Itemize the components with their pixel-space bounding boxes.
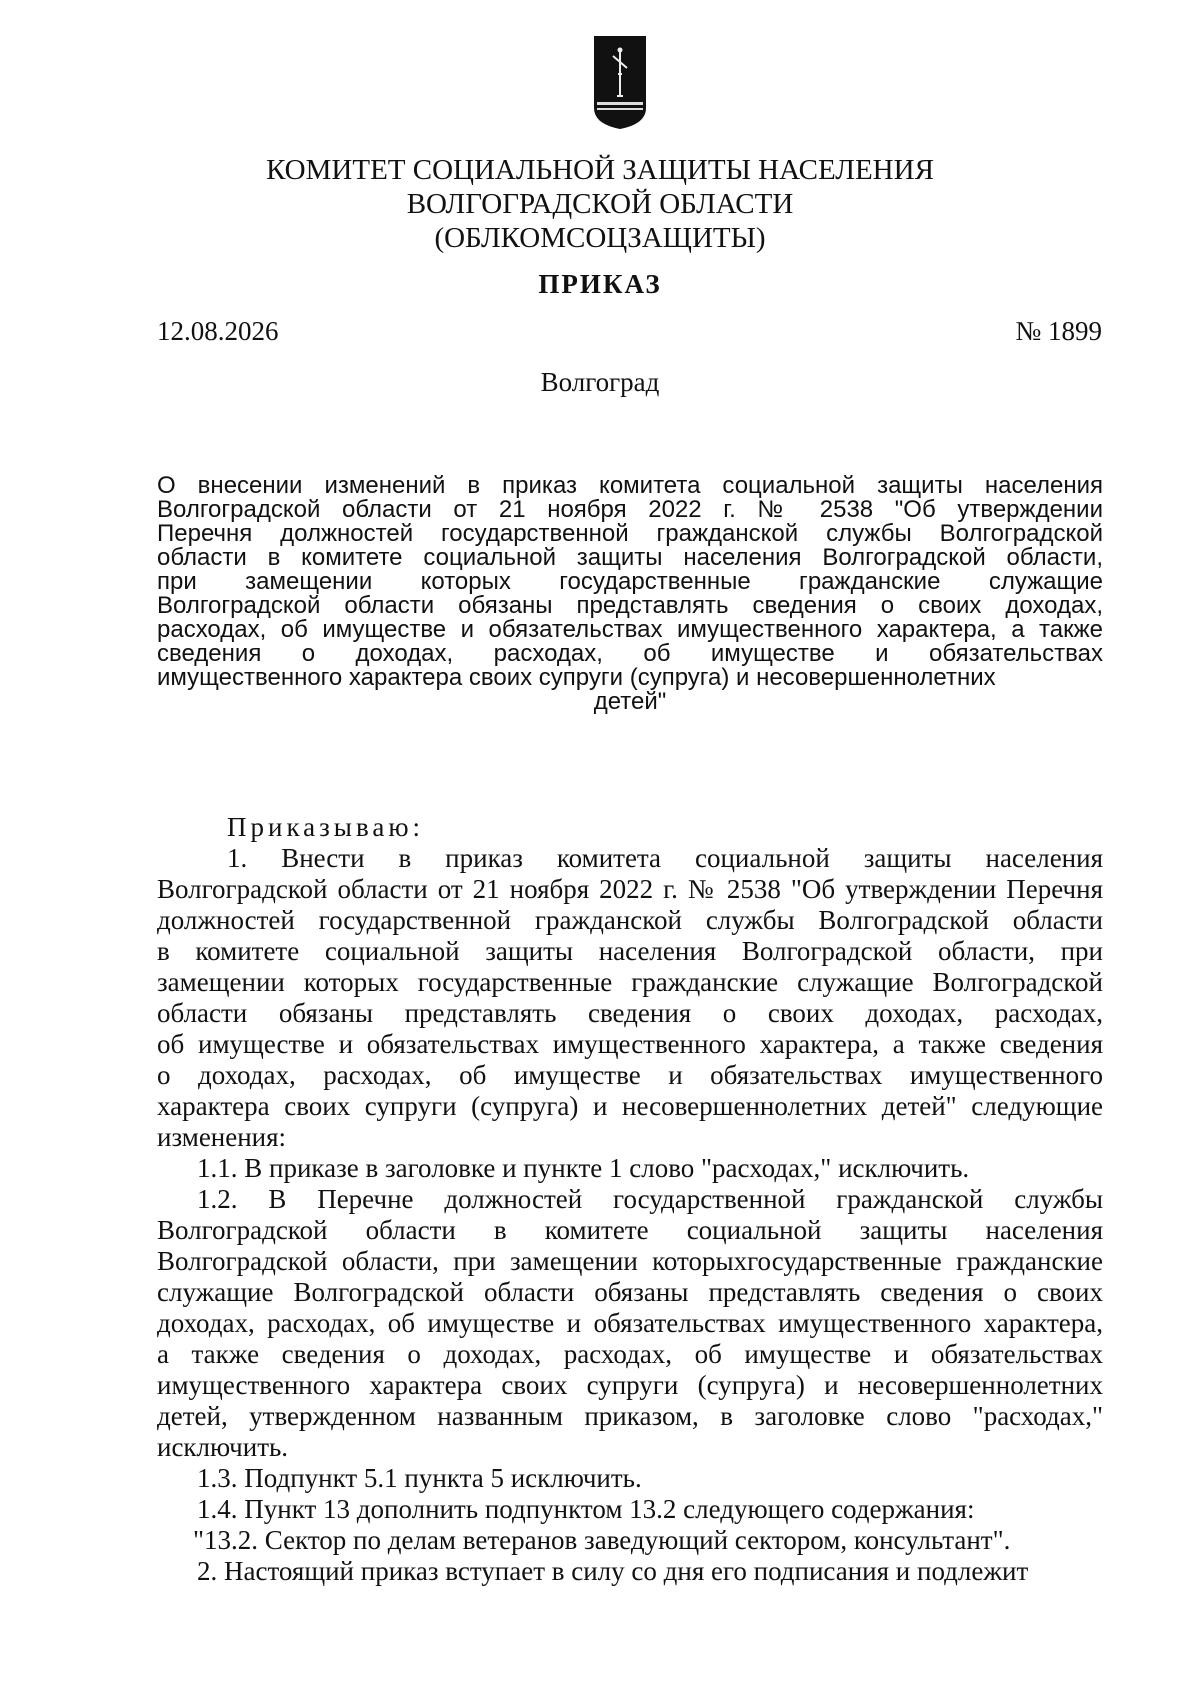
body-line: характера своих супруги (супруга) и несовершеннолетних детей" следующие [157,1091,1103,1121]
body-line: 1.1. В приказе в заголовке и пункте 1 слово "расходах," исключить. [197,1153,970,1183]
coat-of-arms-icon [593,34,647,130]
document-subject [157,474,1103,714]
body-line: имущественного характера своих супруги (супруга) и несовершеннолетних [157,1370,1103,1400]
body-line: о доходах, расходах, об имуществе и обязательствах имущественного [157,1060,1103,1090]
order-word: Приказываю: [227,812,424,842]
org-name-line-2: ВОЛГОГРАДСКОЙ ОБЛАСТИ [406,188,794,220]
body-line: Волгоградской области, при замещении которыхгосударственные гражданские [157,1246,1103,1276]
body-line: 1.3. Подпункт 5.1 пункта 5 исключить. [197,1463,642,1493]
body-line: замещении которых государственные гражданские служащие Волгоградской [157,967,1103,997]
subject-line: Перечня должностей государственной гражданской службы Волгоградской [157,520,1103,547]
subject-line: области в комитете социальной защиты населения Волгоградской области, [157,544,1103,571]
subject-line: имущественного характера своих супруги (супруга) и несовершеннолетних [157,664,996,691]
document-date: 12.08.2026 [157,316,279,346]
body-line: 1.2. В Перечне должностей государственной гражданской службы [197,1184,1103,1214]
body-line: должностей государственной гражданской службы Волгоградской области [157,905,1103,935]
body-line: а также сведения о доходах, расходах, об имуществе и обязательствах [157,1339,1103,1369]
body-line: служащие Волгоградской области обязаны представлять сведения о своих [157,1277,1103,1307]
body-line: области обязаны представлять сведения о своих доходах, расходах, [157,998,1103,1028]
document-type: ПРИКАЗ [538,269,662,299]
document-city: Волгоград [540,367,660,397]
body-line: детей, утвержденном названным приказом, в заголовке слово "расходах," [157,1401,1103,1431]
body-line: 2. Настоящий приказ вступает в силу со дня его подписания и подлежит [197,1556,1029,1586]
body-line: 1.4. Пункт 13 дополнить подпунктом 13.2 следующего содержания: [197,1494,975,1524]
body-line: "13.2. Сектор по делам ветеранов заведующий сектором, консультант". [193,1525,1011,1555]
body-line: об имуществе и обязательствах имущественного характера, а также сведения [157,1029,1103,1059]
subject-line: детей" [593,688,667,715]
body-line: 1. Внести в приказ комитета социальной защиты населения [227,843,1103,873]
body-line: исключить. [157,1432,289,1462]
body-line: Волгоградской области от 21 ноября 2022 г. № 2538 "Об утверждении Перечня [157,874,1103,904]
body-line: изменения: [157,1122,287,1152]
subject-line: Волгоградской области обязаны представлять сведения о своих доходах, [157,592,1103,619]
subject-line: при замещении которых государственные гражданские служащие [157,568,1103,595]
org-name-line-1: КОМИТЕТ СОЦИАЛЬНОЙ ЗАЩИТЫ НАСЕЛЕНИЯ [266,154,934,186]
subject-line: Волгоградской области от 21 ноября 2022 г. № 2538 "Об утверждении [157,496,1103,523]
subject-line: расходах, об имуществе и обязательствах имущественного характера, а также [157,616,1103,643]
body-line: доходах, расходах, об имуществе и обязательствах имущественного характера, [157,1308,1103,1338]
org-name-line-3: (ОБЛКОМСОЦЗАЩИТЫ) [434,222,766,254]
subject-line: О внесении изменений в приказ комитета социальной защиты населения [157,472,1103,499]
document-body [157,812,1103,1587]
document-number: № 1899 [1015,316,1102,346]
subject-line: сведения о доходах, расходах, об имуществе и обязательствах [157,640,1103,667]
body-line: Волгоградской области в комитете социальной защиты населения [157,1215,1103,1245]
body-line: в комитете социальной защиты населения Волгоградской области, при [157,936,1103,966]
